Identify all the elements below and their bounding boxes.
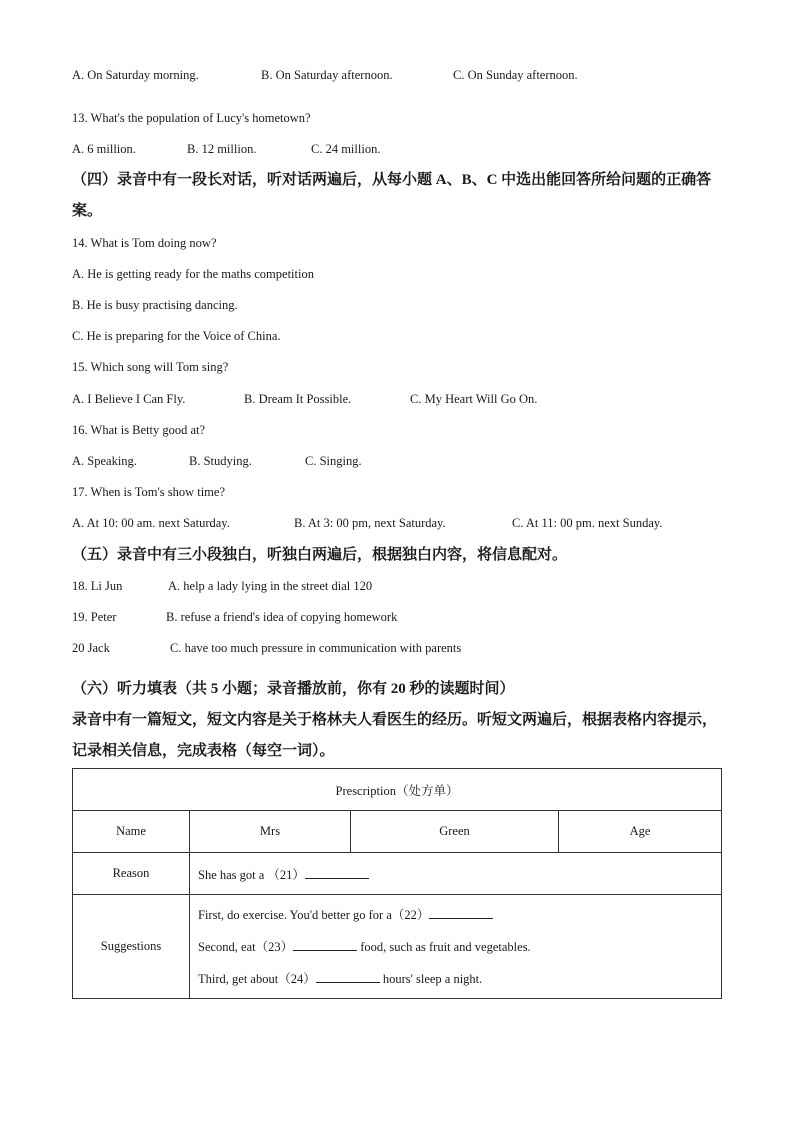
- q15-option-c: C. My Heart Will Go On.: [410, 392, 538, 406]
- q14-option-b: B. He is busy practising dancing.: [72, 298, 238, 312]
- suggestion-1-text: First, do exercise. You'd better go for a（22）: [198, 907, 430, 922]
- name-green: Green: [351, 811, 559, 853]
- q15-option-a: A. I Believe I Can Fly.: [72, 392, 186, 406]
- q17-option-a: A. At 10: 00 am. next Saturday.: [72, 516, 230, 530]
- section6-instructions: 录音中有一篇短文，短文内容是关于格林夫人看医生的经历。听短文两遍后，根据表格内容提示，记录相关信息，完成表格（每空一词）。: [72, 712, 718, 759]
- section4-heading: （四）录音中有一段长对话，听对话两遍后，从每小题 A、B、C 中选出能回答所给问题的正确答案。: [72, 172, 712, 219]
- match-row-20-option: C. have too much pressure in communication with parents: [170, 641, 462, 655]
- blank-23[interactable]: [293, 938, 357, 951]
- suggestion-2: [198, 931, 721, 963]
- blank-24[interactable]: [316, 970, 380, 983]
- q14-option-a: A. He is getting ready for the maths competition: [72, 267, 314, 281]
- suggestion-2-text: Second, eat（23）: [198, 939, 294, 954]
- blank-22[interactable]: [429, 906, 493, 919]
- match-row-18-option: A. help a lady lying in the street dial 120: [168, 579, 373, 593]
- q13-option-b: B. 12 million.: [187, 142, 257, 156]
- match-row-19-name: 19. Peter: [72, 610, 117, 624]
- reason-cell: [190, 853, 722, 895]
- q17-option-b: B. At 3: 00 pm, next Saturday.: [294, 516, 446, 530]
- q14-question: 14. What is Tom doing now?: [72, 236, 217, 250]
- suggestion-3: [198, 963, 721, 995]
- q12-option-a: A. On Saturday morning.: [72, 68, 199, 82]
- blank-21[interactable]: [305, 866, 369, 879]
- q17-question: 17. When is Tom's show time?: [72, 485, 225, 499]
- suggestion-3-tail: hours' sleep a night.: [379, 971, 483, 986]
- suggestion-2-tail: food, such as fruit and vegetables.: [357, 939, 531, 954]
- match-row-19-option: B. refuse a friend's idea of copying homework: [166, 610, 398, 624]
- name-mrs: Mrs: [190, 811, 351, 853]
- section5-heading: （五）录音中有三小段独白，听独白两遍后，根据独白内容，将信息配对。: [72, 547, 568, 563]
- q16-option-c: C. Singing.: [305, 454, 362, 468]
- name-label: Name: [73, 811, 190, 853]
- match-row-18-name: 18. Li Jun: [72, 579, 123, 593]
- q15-question: 15. Which song will Tom sing?: [72, 360, 229, 374]
- section6-heading: （六）听力填表（共 5 小题；录音播放前，你有 20 秒的读题时间）: [72, 681, 515, 697]
- reason-text: She has got a （21）: [198, 867, 305, 882]
- prescription-title: Prescription（处方单）: [73, 769, 722, 811]
- prescription-table: [72, 768, 722, 999]
- reason-label: Reason: [73, 853, 190, 895]
- age-label: Age: [559, 811, 722, 853]
- q13-option-a: A. 6 million.: [72, 142, 136, 156]
- suggestions-label: Suggestions: [73, 895, 190, 999]
- q17-option-c: C. At 11: 00 pm. next Sunday.: [512, 516, 663, 530]
- q16-option-a: A. Speaking.: [72, 454, 137, 468]
- q12-option-b: B. On Saturday afternoon.: [261, 68, 393, 82]
- q13-option-c: C. 24 million.: [311, 142, 381, 156]
- q13-question: 13. What's the population of Lucy's hometown?: [72, 111, 311, 125]
- q14-option-c: C. He is preparing for the Voice of China.: [72, 329, 281, 343]
- q16-question: 16. What is Betty good at?: [72, 423, 206, 437]
- q12-option-c: C. On Sunday afternoon.: [453, 68, 578, 82]
- q16-option-b: B. Studying.: [189, 454, 252, 468]
- match-row-20-name: 20 Jack: [72, 641, 110, 655]
- suggestion-1: [198, 899, 721, 931]
- q15-option-b: B. Dream It Possible.: [244, 392, 352, 406]
- suggestion-3-text: Third, get about（24）: [198, 971, 316, 986]
- suggestions-cell: [190, 895, 722, 999]
